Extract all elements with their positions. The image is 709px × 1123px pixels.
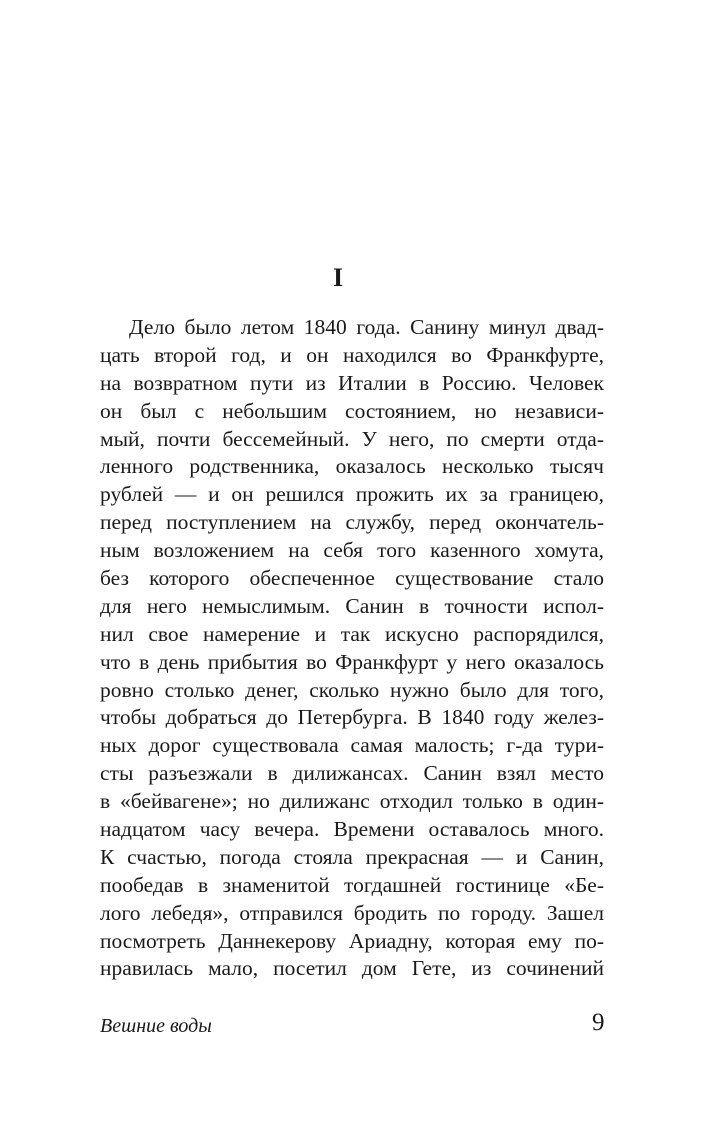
page-number: 9 [592, 1009, 605, 1036]
text-line: Дело было летом 1840 года. Санину минул двад- [129, 315, 604, 339]
text-line: в «бейвагене»; но дилижанс отходил только в один- [100, 789, 604, 814]
text-line: без которого обеспеченное существование стало [100, 566, 604, 591]
text-line: на возвратном пути из Италии в Россию. Человек [100, 370, 604, 395]
text-line: цать второй год, и он находился во Франкфурте, [100, 342, 604, 367]
text-line: что в день прибытия во Франкфурт у него оказалось [100, 649, 604, 674]
body-text [100, 314, 604, 983]
text-line: нравилась мало, посетил дом Гете, из сочинений [100, 956, 604, 981]
text-line: сты разъезжали в дилижансах. Санин взял место [100, 761, 604, 786]
text-line: для него немыслимым. Санин в точности испол- [100, 593, 604, 618]
text-line: ным возложением на себя того казенного хомута, [100, 538, 604, 563]
text-line: рублей — и он решился прожить их за границею, [100, 482, 604, 507]
running-footer-title: Вешние воды [100, 1015, 212, 1037]
text-line: лого лебедя», отправился бродить по городу. Зашел [100, 900, 604, 925]
text-line: ных дорог существовала самая малость; г-да тури- [100, 733, 604, 758]
chapter-heading: I [332, 263, 344, 292]
text-line: чтобы добраться до Петербурга. В 1840 году желез- [100, 705, 604, 730]
text-line: ровно столько денег, сколько нужно было для того, [100, 677, 604, 702]
text-line: он был с небольшим состоянием, но независи- [100, 398, 604, 423]
text-line: мый, почти бессемейный. У него, по смерти отда- [100, 426, 604, 451]
text-line: ленного родственника, оказалось несколько тысяч [100, 454, 604, 479]
text-line: надцатом часу вечера. Времени оставалось много. [100, 817, 604, 842]
text-line: посмотреть Даннекерову Ариадну, которая ему по- [100, 928, 604, 953]
text-line: перед поступлением на службу, перед окончатель- [100, 510, 604, 535]
text-line: К счастью, погода стояла прекрасная — и Санин, [100, 844, 604, 869]
text-line: нил свое намерение и так искусно распорядился, [100, 621, 604, 646]
text-line: пообедав в знаменитой тогдашней гостинице «Бе- [100, 872, 604, 897]
